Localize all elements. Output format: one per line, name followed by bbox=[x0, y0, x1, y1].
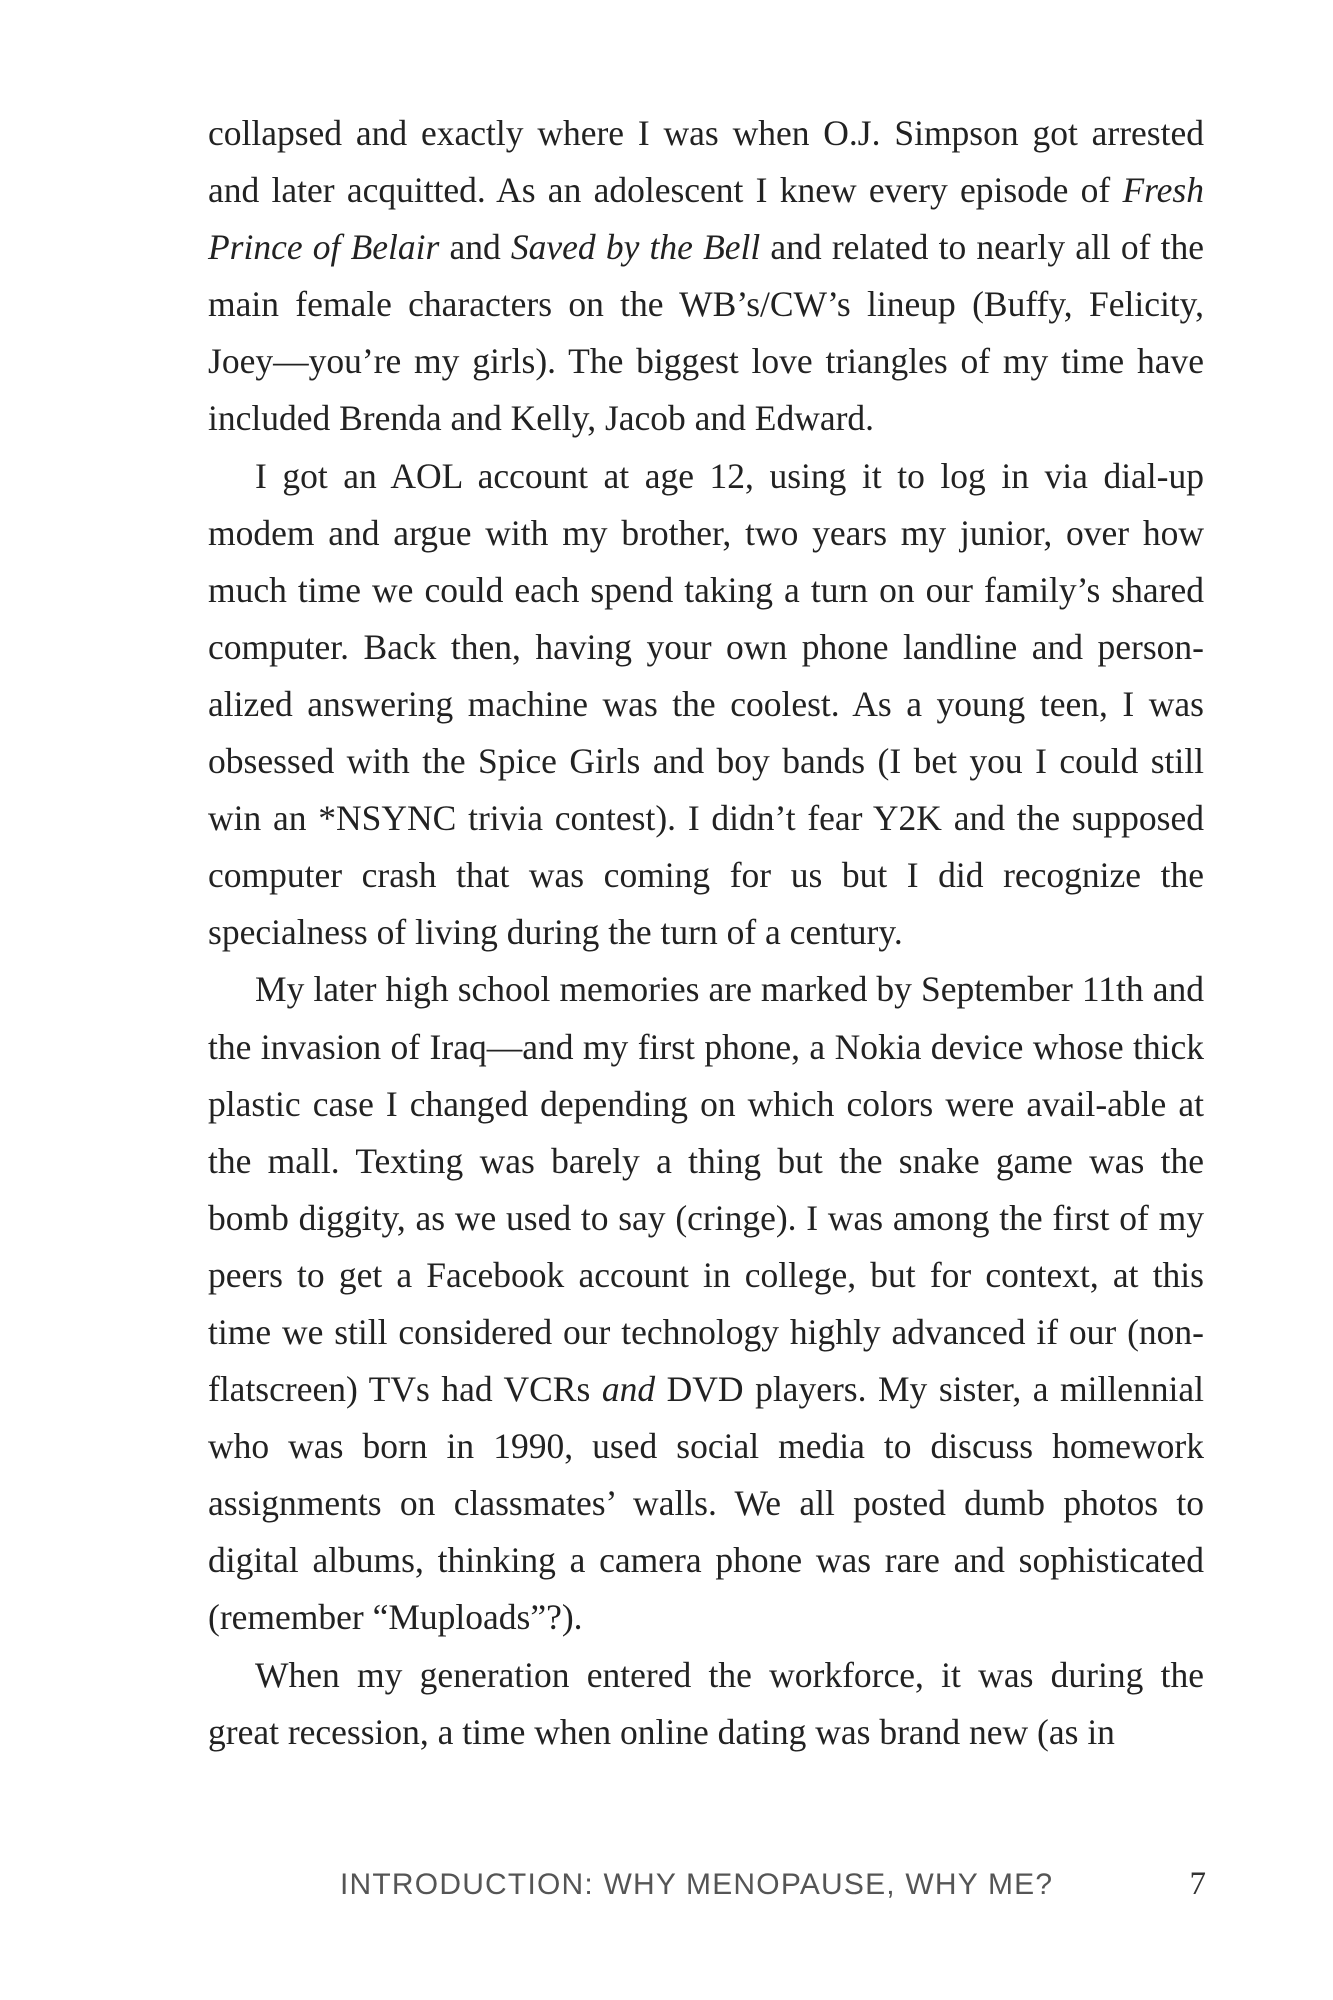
paragraph-2 bbox=[208, 448, 1204, 962]
page-number: 7 bbox=[1189, 1866, 1206, 1902]
paragraph-1 bbox=[208, 105, 1204, 448]
body-text bbox=[208, 105, 1204, 1761]
page-footer bbox=[340, 1868, 1206, 1908]
running-head: INTRODUCTION: WHY MENOPAUSE, WHY ME? bbox=[340, 1868, 1054, 1901]
text-segment: DVD players. My sister, a millennial who was born in 1990, used social media to discuss homework assignments on classmates’ walls. We all posted dumb photos to digital albums, thinking a camera phone was rare and sophisticated (remember “Muploads”?). bbox=[208, 1369, 1205, 1638]
paragraph-3 bbox=[208, 961, 1204, 1646]
text-segment: and related to nearly all of the main female characters on the WB’s/CW’s lineup (Buffy, Felicity, Joey—you’re my girls). The biggest love triangles of my time have included Brenda and Kelly, Jacob and Edward. bbox=[208, 227, 1204, 439]
text-segment: and bbox=[439, 227, 511, 268]
title-saved-by-the-bell: Saved by the Bell bbox=[510, 227, 761, 268]
text-segment: collapsed and exactly where I was when O.J. Simpson got arrested and later acquitted. As an adolescent I knew every episode of bbox=[208, 113, 1204, 211]
text-segment: When my generation entered the workforce, it was during the great recession, a time when online dating was brand new (as in bbox=[208, 1654, 1204, 1752]
paragraph-4 bbox=[208, 1647, 1204, 1761]
title-fresh-prince: Fresh Prince of Belair bbox=[208, 170, 1204, 268]
text-segment: I got an AOL account at age 12, using it to log in via dial-up modem and argue with my brother, two years my junior, over how much time we could each spend taking a turn on our family’s shared computer. Back then, having your own phone landline and person-alized answering machine was the coolest. As a young teen, I was obsessed with the Spice Girls and boy bands (I bet you I could still win an *NSYNC trivia contest). I didn’t fear Y2K and the supposed computer crash that was coming for us but I did recognize the specialness of living during the turn of a century. bbox=[208, 455, 1204, 953]
emphasis-and: and bbox=[601, 1369, 656, 1410]
text-segment: My later high school memories are marked by September 11th and the invasion of Iraq—and my first phone, a Nokia device whose thick plastic case I changed depending on which colors were avail-able at the mall. Texting was barely a thing but the snake game was the bomb diggity, as we used to say (cringe). I was among the first of my peers to get a Facebook account in college, but for context, at this time we still considered our technology highly advanced if our (non-flatscreen) TVs had VCRs bbox=[208, 969, 1204, 1410]
